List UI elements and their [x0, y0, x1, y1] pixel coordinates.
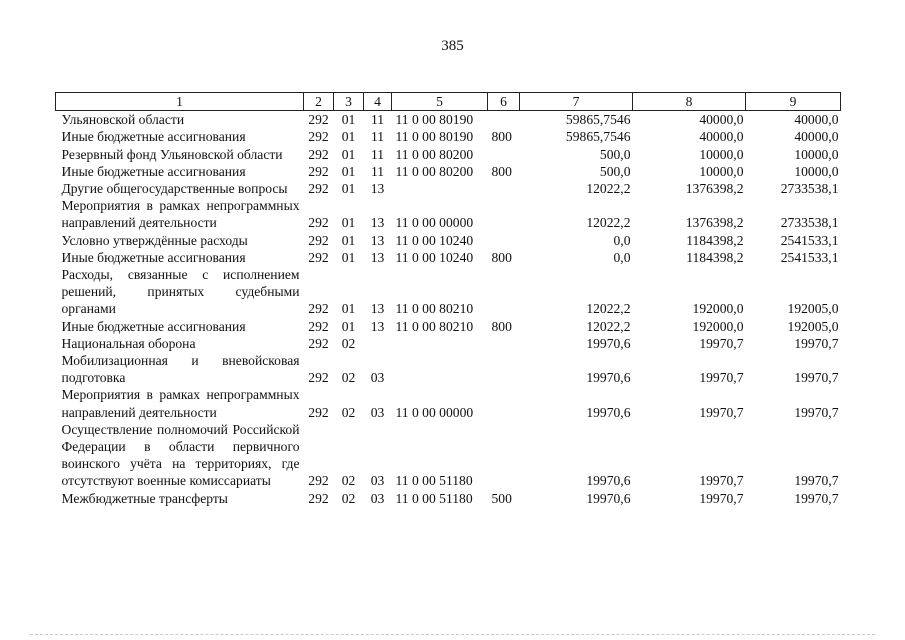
table-row — [56, 180, 841, 197]
row-name: Осуществление полномочий Российской Федерации в области первичного воинского учёта на территориях, где отсутствуют военные комиссариаты — [61, 421, 300, 489]
cell-amount-8: 19970,7 — [699, 473, 744, 489]
cell-section: 01 — [341, 215, 356, 231]
cell-ministry: 292 — [308, 249, 329, 265]
cell-amount-9: 19970,7 — [794, 473, 839, 489]
cell-expense-type — [488, 386, 520, 420]
cell-amount-8: 19970,7 — [699, 335, 744, 351]
cell-target-article: 11 0 00 10240 — [395, 249, 474, 265]
table-row — [56, 490, 841, 507]
cell-amount-9: 192005,0 — [787, 301, 839, 317]
cell-expense-type — [488, 352, 520, 386]
cell-target-article: 11 0 00 51180 — [395, 473, 473, 489]
cell-target-article: 11 0 00 00000 — [395, 404, 474, 420]
cell-section: 02 — [341, 490, 356, 506]
page-number: 385 — [441, 38, 464, 54]
cell-amount-7: 19970,6 — [586, 335, 631, 351]
column-header-9: 9 — [746, 93, 841, 111]
column-header-3: 3 — [334, 93, 364, 111]
cell-target-article: 11 0 00 10240 — [395, 232, 474, 248]
cell-amount-7: 500,0 — [599, 163, 631, 179]
cell-amount-9: 192005,0 — [787, 318, 839, 334]
cell-ministry: 292 — [308, 146, 329, 162]
cell-target-article: 11 0 00 80210 — [395, 301, 474, 317]
cell-subsection: 13 — [370, 215, 385, 231]
cell-amount-7: 19970,6 — [586, 404, 631, 420]
cell-amount-8: 1184398,2 — [686, 249, 744, 265]
cell-expense-type — [488, 197, 520, 231]
column-header-2: 2 — [304, 93, 334, 111]
cell-amount-8: 1376398,2 — [685, 181, 744, 197]
cell-amount-7: 19970,6 — [586, 490, 631, 506]
cell-expense-type: 500 — [491, 490, 512, 506]
cell-target-article: 11 0 00 80210 — [395, 318, 474, 334]
cell-ministry: 292 — [308, 181, 329, 197]
cell-ministry: 292 — [308, 129, 329, 145]
table-row — [56, 386, 841, 420]
table-row — [56, 352, 841, 386]
cell-subsection: 03 — [370, 404, 385, 420]
cell-ministry: 292 — [308, 215, 329, 231]
cell-ministry: 292 — [308, 490, 329, 506]
row-name: Резервный фонд Ульяновской области — [61, 146, 283, 162]
cell-subsection: 11 — [370, 112, 385, 128]
cell-amount-8: 40000,0 — [699, 112, 744, 128]
cell-amount-7: 59865,7546 — [565, 112, 631, 128]
row-name: Мероприятия в рамках непрограммных направлений деятельности — [61, 198, 300, 231]
table-row — [56, 111, 841, 129]
budget-table — [55, 92, 841, 507]
header-row — [56, 93, 841, 111]
cell-ministry: 292 — [308, 473, 329, 489]
cell-amount-7: 12022,2 — [586, 215, 631, 231]
row-name: Иные бюджетные ассигнования — [61, 163, 246, 179]
cell-target-article: 11 0 00 00000 — [395, 215, 474, 231]
cell-amount-9: 19970,7 — [794, 370, 839, 386]
cell-subsection: 11 — [370, 146, 385, 162]
table-row — [56, 421, 841, 490]
cell-expense-type — [488, 111, 520, 129]
cell-amount-9: 2733538,1 — [780, 181, 839, 197]
table-header — [56, 93, 841, 111]
cell-subsection: 13 — [370, 318, 385, 334]
cell-section: 01 — [341, 249, 356, 265]
cell-expense-type — [488, 232, 520, 249]
table-row — [56, 318, 841, 335]
cell-amount-9: 2733538,1 — [780, 215, 839, 231]
cell-subsection: 03 — [370, 490, 385, 506]
row-name: Межбюджетные трансферты — [61, 490, 228, 506]
cell-ministry: 292 — [308, 404, 329, 420]
cell-expense-type — [488, 421, 520, 490]
cell-target-article: 11 0 00 80200 — [395, 163, 474, 179]
table-row — [56, 128, 841, 145]
table-row — [56, 232, 841, 249]
column-header-6: 6 — [488, 93, 520, 111]
cell-amount-8: 40000,0 — [699, 129, 744, 145]
row-name: Мероприятия в рамках непрограммных направлений деятельности — [61, 387, 300, 420]
table-row — [56, 163, 841, 180]
cell-subsection: 13 — [370, 232, 385, 248]
cell-ministry: 292 — [308, 301, 329, 317]
cell-target-article: 11 0 00 80200 — [395, 146, 474, 162]
cell-amount-7: 0,0 — [613, 249, 631, 265]
cell-section: 01 — [341, 318, 356, 334]
cell-subsection: 11 — [370, 163, 385, 179]
cell-expense-type: 800 — [491, 249, 512, 265]
cell-expense-type: 800 — [491, 129, 512, 145]
cell-section: 01 — [341, 112, 356, 128]
cell-target-article: 11 0 00 80190 — [395, 112, 474, 128]
cell-amount-9: 19970,7 — [794, 335, 839, 351]
table-row — [56, 197, 841, 231]
cell-subsection: 13 — [370, 249, 385, 265]
column-header-8: 8 — [633, 93, 746, 111]
cell-ministry: 292 — [308, 112, 329, 128]
row-name: Расходы, связанные с исполнением решений, принятых судебными органами — [61, 267, 300, 317]
cell-amount-8: 19970,7 — [699, 490, 744, 506]
cell-subsection: 11 — [370, 129, 385, 145]
cell-target-article — [392, 180, 488, 197]
cell-section: 01 — [341, 232, 356, 248]
cell-section: 01 — [341, 129, 356, 145]
cell-amount-7: 19970,6 — [586, 370, 631, 386]
table-row — [56, 146, 841, 163]
cell-expense-type — [488, 335, 520, 352]
row-name: Иные бюджетные ассигнования — [61, 318, 246, 334]
cell-amount-9: 2541533,1 — [780, 249, 839, 265]
cell-section: 02 — [341, 335, 356, 351]
table-row — [56, 266, 841, 318]
row-name: Ульяновской области — [61, 112, 185, 128]
cell-expense-type — [488, 146, 520, 163]
cell-amount-8: 192000,0 — [692, 318, 744, 334]
cell-expense-type — [488, 180, 520, 197]
row-name: Иные бюджетные ассигнования — [61, 129, 246, 145]
cell-amount-8: 10000,0 — [699, 146, 744, 162]
cell-amount-7: 12022,2 — [586, 318, 631, 334]
cell-amount-8: 192000,0 — [692, 301, 744, 317]
cell-expense-type: 800 — [491, 163, 512, 179]
cell-amount-7: 500,0 — [599, 146, 631, 162]
cell-amount-9: 10000,0 — [794, 163, 839, 179]
cell-section: 02 — [341, 404, 356, 420]
cell-ministry: 292 — [308, 370, 329, 386]
row-name: Условно утверждённые расходы — [61, 232, 248, 248]
scan-artifact-line — [30, 634, 875, 636]
column-header-1: 1 — [56, 93, 304, 111]
cell-target-article: 11 0 00 51180 — [395, 490, 473, 506]
cell-section: 02 — [341, 473, 356, 489]
cell-amount-9: 40000,0 — [794, 129, 839, 145]
cell-section: 01 — [341, 163, 356, 179]
cell-amount-7: 0,0 — [613, 232, 631, 248]
cell-target-article — [392, 335, 488, 352]
cell-ministry: 292 — [308, 232, 329, 248]
cell-subsection — [364, 335, 392, 352]
table-row — [56, 335, 841, 352]
cell-amount-7: 12022,2 — [586, 181, 631, 197]
cell-target-article — [392, 352, 488, 386]
cell-amount-8: 19970,7 — [699, 370, 744, 386]
cell-amount-9: 19970,7 — [794, 490, 839, 506]
cell-amount-8: 1184398,2 — [686, 232, 744, 248]
column-header-7: 7 — [520, 93, 633, 111]
cell-subsection: 03 — [370, 370, 385, 386]
cell-amount-9: 19970,7 — [794, 404, 839, 420]
cell-amount-7: 12022,2 — [586, 301, 631, 317]
row-name: Другие общегосударственные вопросы — [61, 181, 288, 197]
row-name: Национальная оборона — [61, 335, 196, 351]
cell-ministry: 292 — [308, 318, 329, 334]
table-body — [56, 111, 841, 507]
cell-amount-8: 19970,7 — [699, 404, 744, 420]
cell-amount-9: 10000,0 — [794, 146, 839, 162]
cell-amount-9: 40000,0 — [794, 112, 839, 128]
cell-section: 01 — [341, 146, 356, 162]
cell-subsection: 13 — [370, 301, 385, 317]
cell-target-article: 11 0 00 80190 — [395, 129, 474, 145]
cell-ministry: 292 — [308, 335, 329, 351]
cell-amount-7: 59865,7546 — [565, 129, 631, 145]
table-row — [56, 249, 841, 266]
cell-section: 01 — [341, 181, 356, 197]
cell-expense-type: 800 — [491, 318, 512, 334]
cell-amount-7: 19970,6 — [586, 473, 631, 489]
cell-amount-9: 2541533,1 — [780, 232, 839, 248]
cell-amount-8: 10000,0 — [699, 163, 744, 179]
column-header-5: 5 — [392, 93, 488, 111]
cell-subsection: 03 — [370, 473, 385, 489]
cell-amount-8: 1376398,2 — [685, 215, 744, 231]
column-header-4: 4 — [364, 93, 392, 111]
cell-subsection: 13 — [370, 181, 385, 197]
cell-section: 02 — [341, 370, 356, 386]
row-name: Мобилизационная и вневойсковая подготовка — [61, 353, 300, 386]
cell-section: 01 — [341, 301, 356, 317]
row-name: Иные бюджетные ассигнования — [61, 249, 246, 265]
cell-ministry: 292 — [308, 163, 329, 179]
cell-expense-type — [488, 266, 520, 318]
